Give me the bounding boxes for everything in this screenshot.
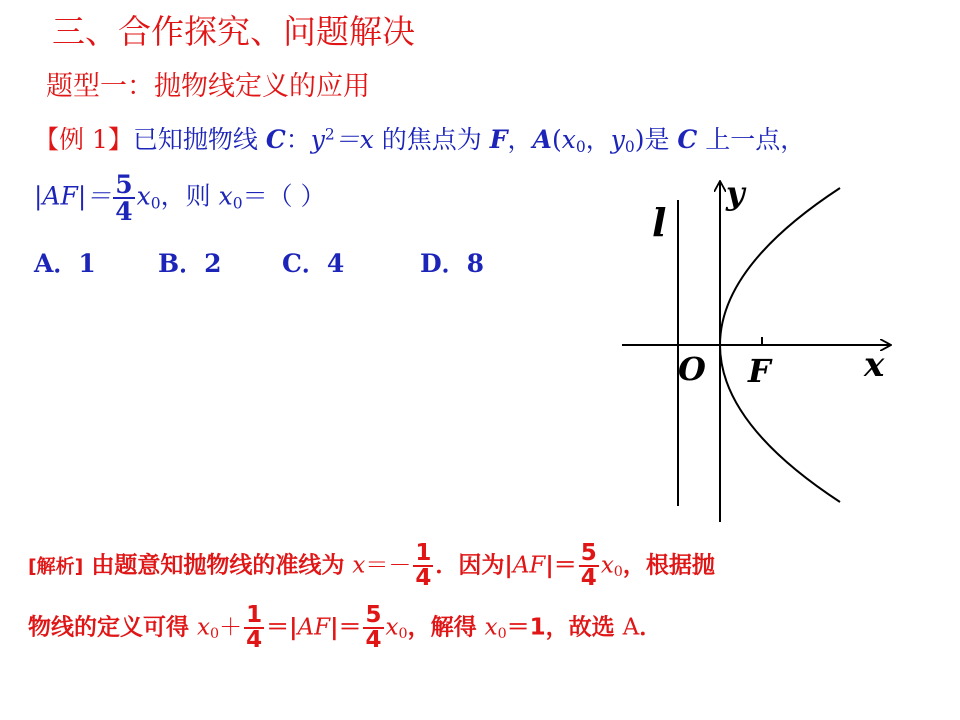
- fraction-5-4: $\frac{5}{4}$: [580, 540, 597, 591]
- option-c: C．4: [282, 249, 345, 278]
- y-axis-label: y: [726, 174, 745, 212]
- problem-line-1: 【例 1】已知抛物线 C：$y^2=x$ 的焦点为 F，$A(x_0$，$y_0$)是 C 上一点，: [34, 125, 806, 156]
- example-tag: 【例 1】: [34, 125, 133, 154]
- solution-line-1: [解析] 由题意知抛物线的准线为 x＝－ $\frac{1}{4}$ ．因为|AF|＝ $\frac{5}{4}$ $x_0$，根据抛: [28, 540, 715, 591]
- origin-label: O: [678, 350, 706, 388]
- focus-label: F: [748, 352, 771, 390]
- analysis-tag: [解析]: [28, 555, 84, 578]
- answer-letter: A: [622, 614, 640, 641]
- option-a: A．1: [34, 249, 96, 278]
- fraction-1-4: $\frac{1}{4}$: [246, 602, 263, 653]
- section-subtitle: 题型一：抛物线定义的应用: [46, 71, 370, 102]
- fraction-5-4: $\frac{5}{4}$: [115, 170, 133, 226]
- option-b: B．2: [158, 249, 222, 278]
- problem-line-2: |AF|＝ $\frac{5}{4}$ $x_0$，则 $x_0=$（ ）: [34, 170, 326, 226]
- fraction-5-4: $\frac{5}{4}$: [365, 602, 382, 653]
- slide-title: 三、合作探究、问题解决: [52, 12, 415, 51]
- parabola-figure: [600, 170, 920, 530]
- x-axis-label: x: [864, 345, 885, 385]
- fraction-1-4: $\frac{1}{4}$: [415, 540, 432, 591]
- option-d: D．8: [420, 249, 485, 278]
- solution-line-2: 物线的定义可得 $x_0+$ $\frac{1}{4}$ ＝|AF|＝ $\frac{5}{4}$ $x_0$，解得 $x_0=1$，故选 A．: [28, 602, 663, 653]
- directrix-label: l: [652, 200, 667, 245]
